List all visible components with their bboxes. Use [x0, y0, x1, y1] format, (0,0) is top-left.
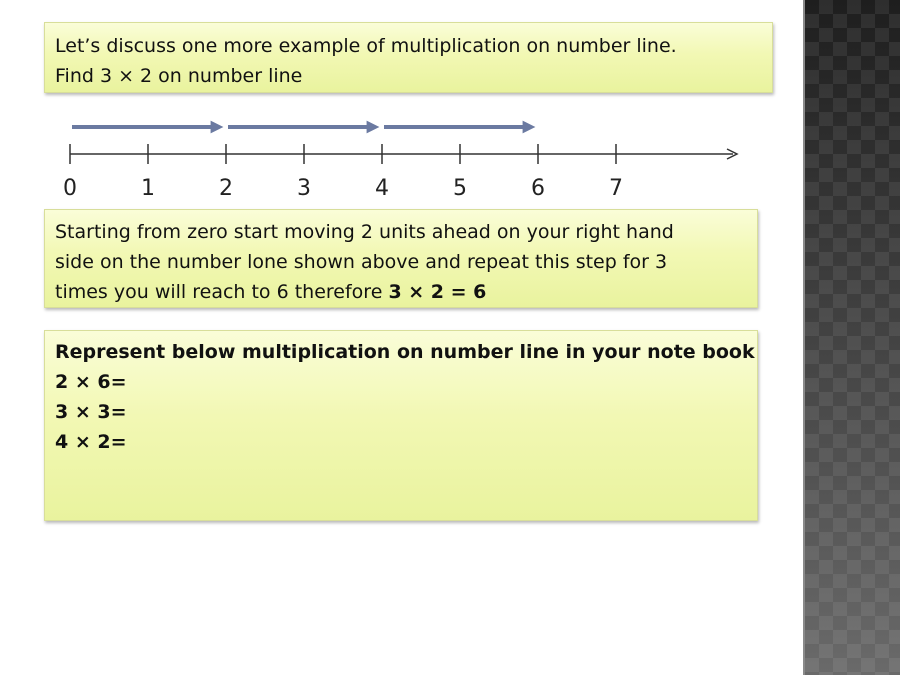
- explanation-line-2: side on the number lone shown above and repeat this step for 3: [55, 251, 668, 273]
- exercise-item: 3 × 3=: [55, 401, 127, 423]
- number-line-label: 6: [531, 176, 545, 201]
- number-line-label: 0: [63, 176, 77, 201]
- decorative-side-panel: [803, 0, 900, 675]
- number-line-label: 7: [609, 176, 623, 201]
- number-line: [0, 0, 800, 205]
- exercise-note: [44, 330, 758, 521]
- explanation-line-3-text: times you will reach to 6 therefore: [55, 281, 389, 303]
- intro-line-1: Let’s discuss one more example of multiplication on number line.: [55, 35, 677, 57]
- explanation-result: 3 × 2 = 6: [388, 281, 487, 303]
- exercise-item: 2 × 6=: [55, 371, 127, 393]
- exercise-item: 4 × 2=: [55, 431, 127, 453]
- number-line-label: 4: [375, 176, 389, 201]
- explanation-line-3: [55, 277, 747, 307]
- number-line-label: 3: [297, 176, 311, 201]
- exercise-heading: Represent below multiplication on number line in your note book: [55, 341, 755, 363]
- number-line-label: 5: [453, 176, 467, 201]
- number-line-label: 2: [219, 176, 233, 201]
- intro-line-2: Find 3 × 2 on number line: [55, 65, 303, 87]
- explanation-note: [44, 209, 758, 308]
- explanation-line-1: Starting from zero start moving 2 units ahead on your right hand: [55, 221, 674, 243]
- number-line-label: 1: [141, 176, 155, 201]
- number-line-labels: [63, 176, 623, 201]
